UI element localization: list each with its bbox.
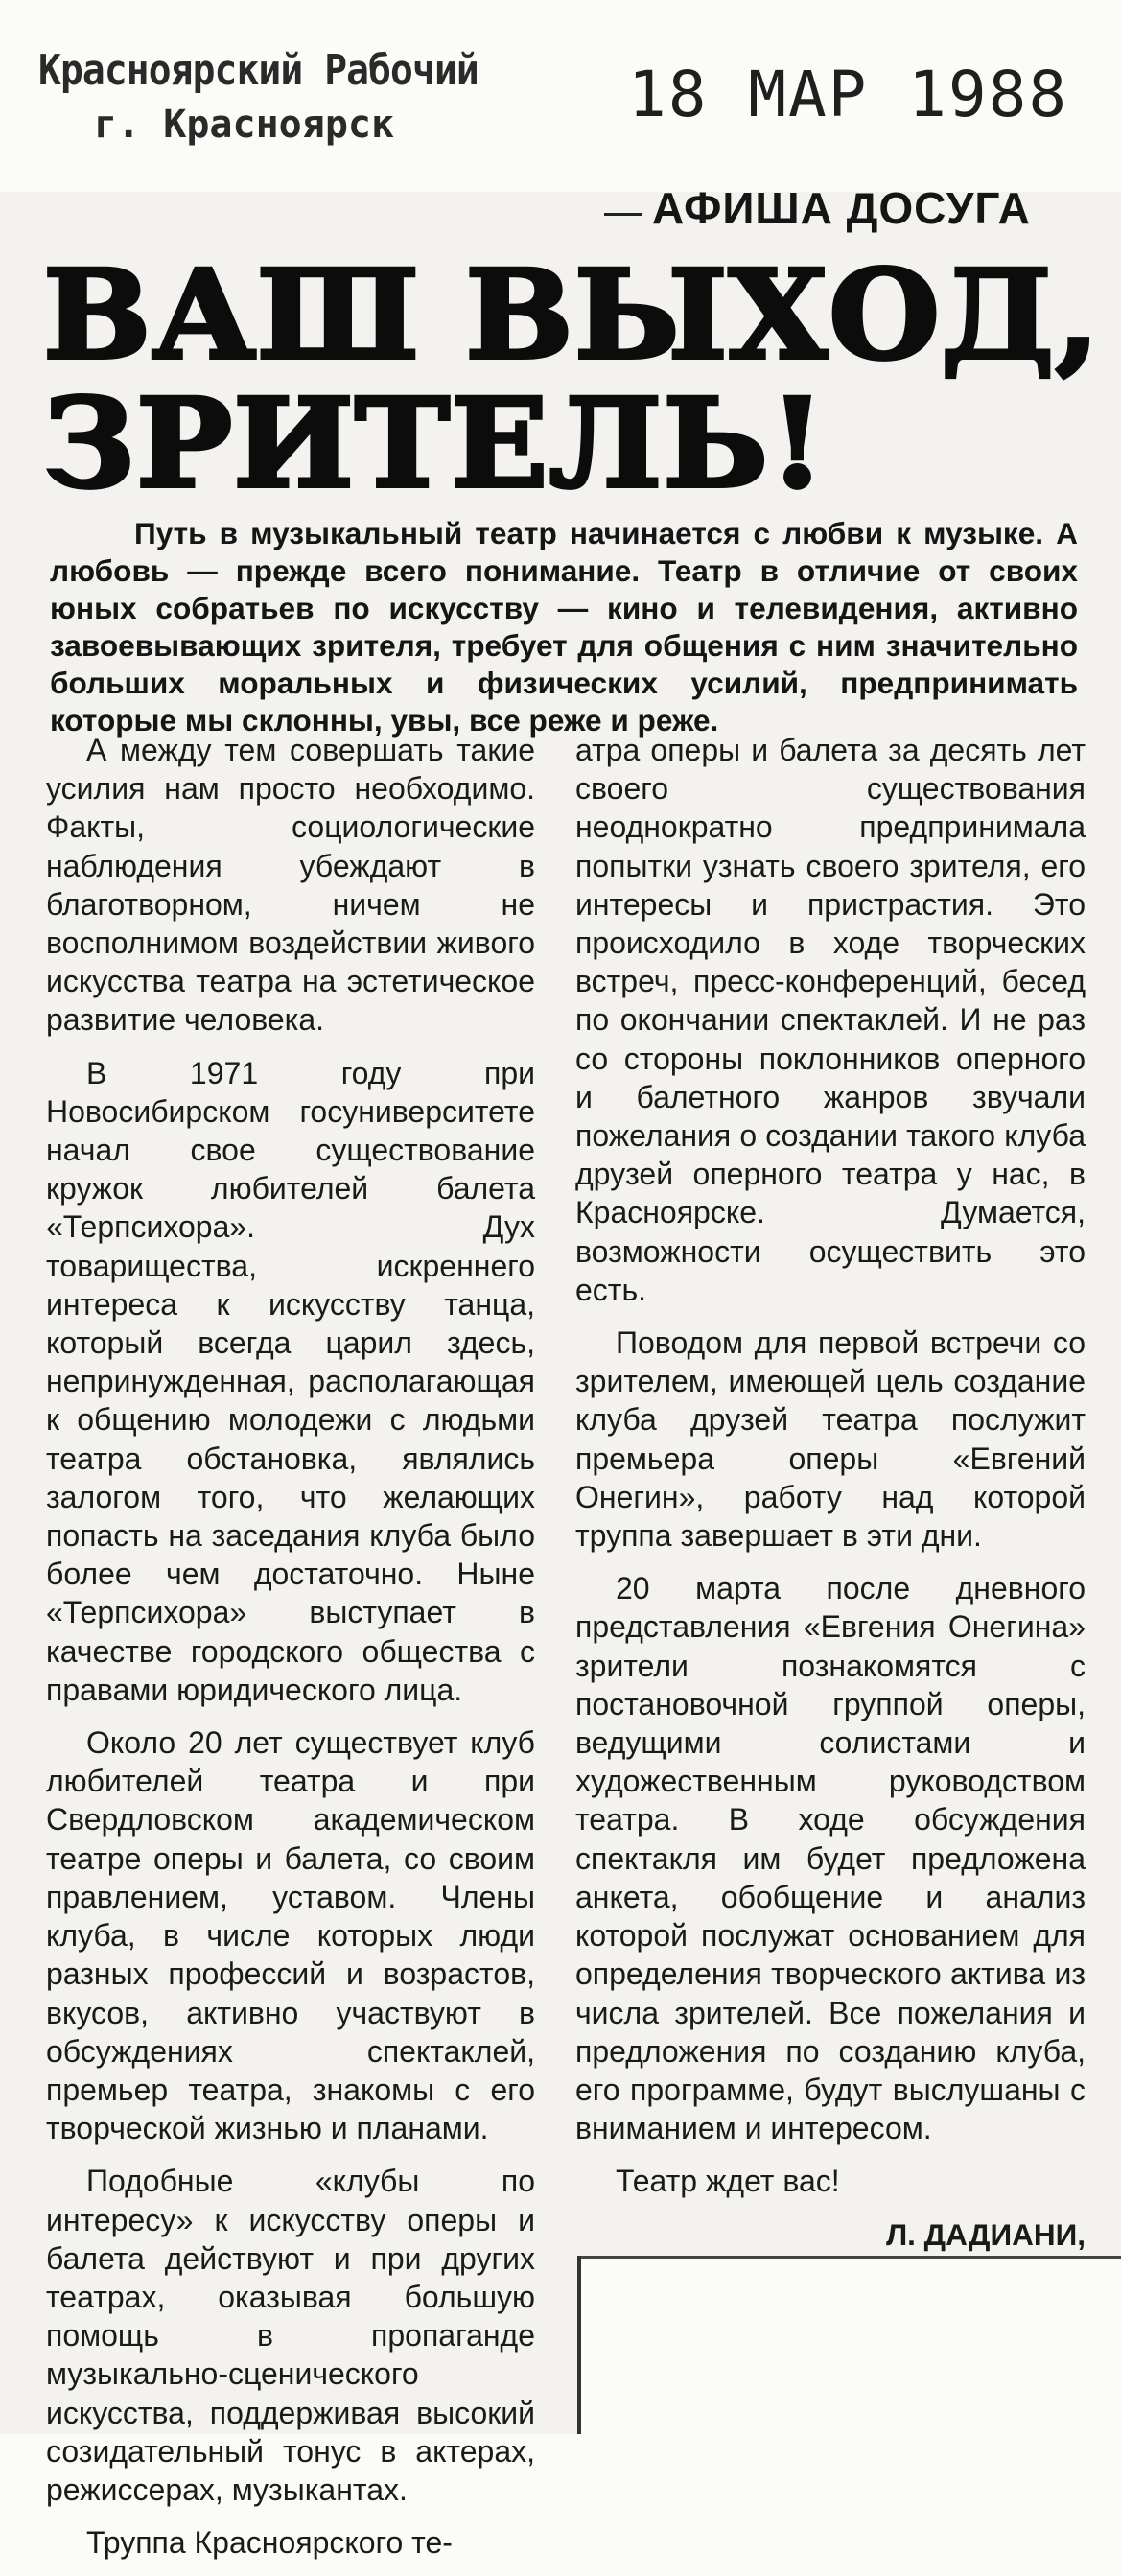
author-name: Л. ДАДИАНИ, [886,2216,1086,2252]
stamp-date: 18 МАР 1988 [628,58,1069,131]
article-column-left [46,731,535,2576]
article-column-right [575,731,1086,2330]
paragraph: Театр ждет вас! [616,2164,840,2199]
newspaper-stamp [38,46,527,147]
stamp-city: г. Красноярск [94,103,395,147]
blank-area [581,2259,1121,2434]
clipping-cut-edge [577,2256,1121,2259]
stamp-newspaper-name: Красноярский Рабочий [38,46,479,95]
article-headline [43,244,1121,516]
paragraph: Подобные «клубы по интересу» к искусству оперы и балета действуют и при других театрах, оказывая большую помощь в пропаганде музыкально-сценического искусства, поддерживая высокий созидательный тонус в актерах, режиссерах, музыкантах. [46,2164,535,2507]
paragraph: атра оперы и балета за десять лет своего существования неоднократно предпринимала попытки узнать своего зрителя, его интересы и пристрастия. Это происходило в ходе творческих встреч, пресс-конференций, бесед по окончании спектаклей. И не раз со стороны поклонников оперного и балетного жанров звучали пожелания о создании такого клуба друзей оперного театра у нас, в Красноярске. Думается, возможности осуществить это есть. [575,733,1086,1307]
rubric-divider [604,213,642,216]
headline-line-2: ЗРИТЕЛЬ! [43,372,827,516]
paragraph: 20 марта после дневного представления «Евгения Онегина» зрители познакомятся с постановочной группой оперы, ведущими солистами и художественным руководством театра. В ходе обсуждения спектакля им будет предложена анкета, обобщение и анализ которой послужат основанием для определения творческого актива из числа зрителей. Все пожелания и предложения по созданию клуба, его программе, будут выслушаны с вниманием и интересом. [575,1571,1086,2146]
lead-paragraph: Путь в музыкальный театр начинается с любви к музыке. А любовь — прежде всего понимание. Театр в отличие от своих юных собратьев по искусству — кино и телевидения, активно завоевывающих зрителя, требует для общения с ним значительно больших моральных и физических усилий, предпринимать которые мы склонны, увы, все реже и реже. [50,516,1078,738]
rubric-title: АФИША ДОСУГА [652,183,1031,233]
paragraph: Около 20 лет существует клуб любителей театра и при Свердловском академическом театре оперы и балета, со своим правлением, уставом. Члены клуба, в числе которых люди разных профессий и возрастов, вкусов, активно участвуют в обсуждениях спектаклей, премьер театра, знакомы с его творческой жизнью и планами. [46,1725,535,2146]
paragraph: Труппа Красноярского те- [86,2525,453,2561]
headline-line-1: ВАШ ВЫХОД, [43,244,1101,387]
paragraph: В 1971 году при Новосибирском госуниверситете начал свое существование кружок любителей балета «Терпсихора». Дух товарищества, искреннего интереса к искусству танца, который всегда царил здесь, непринужденная, располагающая к общению молодежи с людьми театра обстановка, являлись залогом того, что желающих попасть на заседания клуба было более чем достаточно. Ныне «Терпсихора» выступает в качестве городского общества с правами юридического лица. [46,1055,535,1707]
paragraph: Поводом для первой встречи со зрителем, имеющей цель создание клуба друзей театра послужит премьера оперы «Евгений Онегин», работу над которой труппа завершает в эти дни. [575,1325,1086,1554]
article-lead [50,515,1078,739]
paragraph: А между тем совершать такие усилия нам просто необходимо. Факты, социологические наблюдения убеждают в благотворном, ничем не восполнимом воздействии живого искусства театра на эстетическое развитие человека. [46,733,535,1038]
clipping-cut-edge-vertical [577,2256,581,2434]
